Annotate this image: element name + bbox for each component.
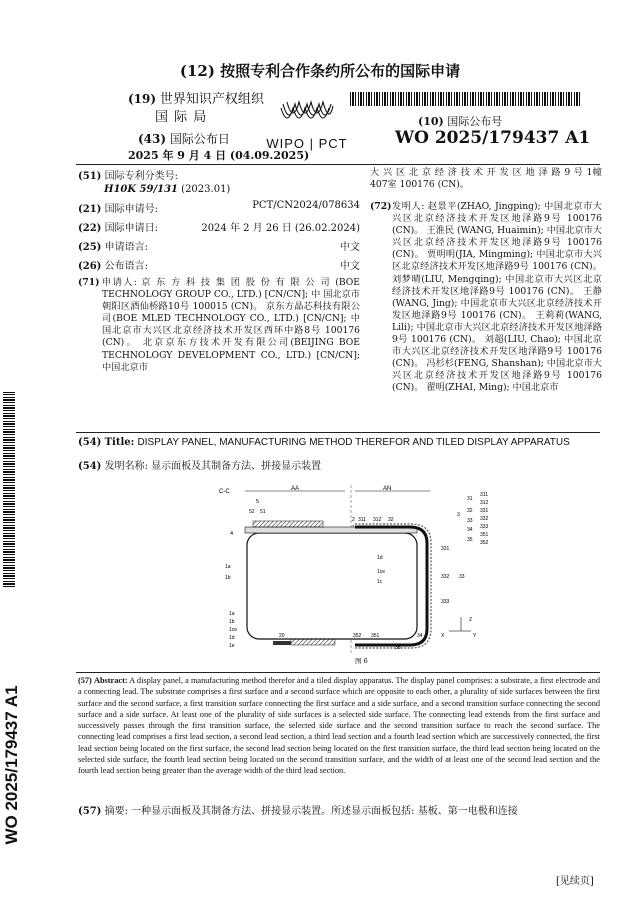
stack-label-4: 333 bbox=[480, 524, 489, 530]
lower-label-2: 1ce bbox=[229, 627, 238, 633]
substrate bbox=[247, 533, 417, 639]
stack-label-1: 312 bbox=[480, 500, 489, 506]
pubdate-label: 国际公布日 bbox=[169, 132, 230, 146]
patent-figure bbox=[205, 483, 515, 665]
lower-label-4: 1e bbox=[229, 643, 235, 649]
title-en-label: Title: bbox=[104, 437, 135, 448]
pubdate-value: 2025 年 9 月 4 日 (04.09.2025) bbox=[128, 149, 310, 162]
appno-row bbox=[78, 200, 360, 215]
title-en: DISPLAY PANEL, MANUFACTURING METHOD THEREFOR AND TILED DISPLAY APPARATUS bbox=[137, 437, 570, 448]
abstract-en-text: A display panel, a manufacturing method therefor and a tiled display apparatus. The display panel comprises: a substrate, a first electrode and a connecting lead. The substrate comprises a first surface and a second surface which are opposite to each other, a plurality of side surfaces between the first surface and the second surface, a first transition surface connecting the first surface and a side surface, and a second transition surface connecting the second surface and a side surface. At least one of the plurality of side surfaces is a selected side surface. The connecting lead extends from the first surface and successively passes through the first transition surface, the selected side surface and the second transition surface to reach the second surface. The connecting lead comprises a first lead section, a second lead section, a third lead section and a fourth lead section which are successively connected, the first lead section being located on the first surface, the second lead section being located on the first transition surface, the third lead section being located on the selected side surface, the fourth lead section being located on the second transition surface, and the width of at least one of the second lead section and the fourth lead section being greater than the average width of the third lead section. bbox=[78, 676, 601, 776]
header-divider bbox=[76, 164, 600, 165]
abstract-en-code: (57) bbox=[78, 676, 92, 685]
pubno-label: 国际公布号 bbox=[447, 115, 503, 128]
group-label-4: 35 bbox=[467, 537, 473, 543]
label-3: 3 bbox=[457, 512, 460, 518]
label-312: 312 bbox=[373, 517, 382, 523]
applicant-continued: 大 兴 区 北 京 经 济 技 术 开 发 区 地 泽 路 9 号 1幢407室 100176 (CN)。 bbox=[370, 167, 602, 191]
label-32: 32 bbox=[388, 517, 394, 523]
label-1b: 1b bbox=[225, 575, 231, 581]
label-52: 52 bbox=[249, 509, 255, 515]
label-20: 20 bbox=[279, 633, 285, 639]
lang-label: 申请语言: bbox=[104, 242, 148, 253]
axis-z: Z bbox=[469, 617, 473, 623]
org-code: (19) bbox=[128, 92, 157, 106]
appno-code: (21) bbox=[78, 204, 102, 215]
stack-label-6: 352 bbox=[480, 540, 489, 546]
filing-code: (22) bbox=[78, 223, 102, 234]
title-cn: 显示面板及其制备方法、拼接显示装置 bbox=[151, 461, 322, 472]
label-51: 51 bbox=[260, 509, 266, 515]
lang-row bbox=[78, 238, 360, 253]
org-name: 世界知识产权组织 bbox=[159, 92, 264, 107]
lower-label-3: 1d bbox=[229, 635, 235, 641]
label-33: 33 bbox=[459, 574, 465, 580]
ipc-block bbox=[78, 167, 360, 195]
group-label-2: 33 bbox=[467, 518, 473, 524]
group-label-0: 31 bbox=[467, 496, 473, 502]
pubno-line bbox=[418, 113, 502, 129]
title-en-code: (54) bbox=[78, 437, 102, 448]
label-352: 352 bbox=[353, 633, 362, 639]
top-electrode bbox=[253, 521, 323, 527]
title-cn-label: 发明名称: bbox=[104, 461, 148, 472]
group-label-1: 32 bbox=[467, 508, 473, 514]
label-332: 332 bbox=[441, 574, 450, 580]
label-cc: C-C bbox=[219, 489, 230, 495]
inventor-code: (72) bbox=[370, 201, 392, 212]
label-311: 311 bbox=[358, 517, 366, 523]
lang-code: (25) bbox=[78, 242, 102, 253]
publang-label: 公布语言: bbox=[104, 261, 148, 272]
axis-indicator-icon bbox=[449, 617, 471, 631]
pubdate-line bbox=[138, 130, 230, 147]
inventor-text: 发明人: 赵景平(ZHAO, Jingping); 中国北京市大兴区北京经济技术开发区地泽路9号 100176 (CN)。 王淮民 (WANG, Huaimin); 中国北京市大兴区北京经济技术开发区地泽路9号 100176 (CN)。 贾明明(JIA, Mingming); 中国北京市大兴区北京经济技术开发区地泽路9号 100176 (CN)。 刘梦晴(LIU, Mengqing); 中国北京市大兴区北京经济技术开发区地泽路9号 100176 (CN)。 王静 (WANG, Jing); 中国北京市大兴区北京经济技术开发区地泽路9号 100176 (CN)。 王莉莉(WANG, Lili); 中国北京市大兴区北京经济技术开发区地泽路9号 100176 (CN)。 刘超(LIU, Chao); 中国北京市大兴区北京经济技术开发区地泽路9号 100176 (CN)。 冯杉杉(FENG, Shanshan); 中国北京市大兴区北京经济技术开发区地泽路9号 100176 (CN)。 翟明(ZHAI, Ming); 中国北京市 bbox=[392, 201, 602, 394]
label-34: 34 bbox=[417, 633, 423, 639]
org-line bbox=[128, 88, 264, 107]
abstract-cn-text: 一种显示面板及其制备方法、拼接显示装置。所述显示面板包括: 基板、第一电极和连接 bbox=[131, 806, 518, 817]
abstract-en-block bbox=[78, 675, 600, 777]
appno-label: 国际申请号: bbox=[104, 204, 158, 215]
publang-row bbox=[78, 257, 360, 272]
label-333: 333 bbox=[441, 599, 450, 605]
filing-label: 国际申请日: bbox=[104, 223, 158, 234]
label-1d: 1d bbox=[377, 555, 383, 561]
org-sub: 国 际 局 bbox=[155, 110, 208, 125]
label-35: 35 bbox=[395, 645, 401, 651]
publang-code: (26) bbox=[78, 261, 102, 272]
stack-label-2: 331 bbox=[480, 508, 489, 514]
publication-barcode bbox=[350, 92, 580, 106]
publang-value: 中文 bbox=[340, 261, 360, 272]
label-1a: 1a bbox=[225, 564, 231, 570]
inventor-block bbox=[370, 201, 602, 395]
figure-caption: 图 6 bbox=[355, 657, 368, 665]
label-5: 5 bbox=[256, 499, 260, 505]
pubno-code: (10) bbox=[418, 115, 444, 128]
label-2: 2 bbox=[352, 517, 355, 523]
biblio-divider bbox=[76, 432, 600, 433]
label-1ce: 1ce bbox=[377, 569, 386, 575]
applicant-text: 申请人: 京 东 方 科 技 集 团 股 份 有 限 公 司 (BOE TECHNOLOGY GROUP CO., LTD.) [CN/CN]; 中 国北京市朝阳区酒仙桥路10号 100015 (CN)。 京东方晶芯科技有限公司(BOE MLED TECHNOLOGY CO., LTD.) [CN/CN]; 中国北京市大兴区北京经济技术开发区西环中路8号 100176 (CN)。 北京京东方技术开发有限公司(BEIJING BOE TECHNOLOGY DEVELOPMENT CO., LTD.) [CN/CN]; 中国北京市 bbox=[102, 277, 360, 373]
label-351: 351 bbox=[371, 633, 380, 639]
side-publication-number: WO 2025/179437 A1 bbox=[2, 685, 21, 845]
label-1c: 1c bbox=[377, 579, 383, 585]
ipc-code: (51) bbox=[78, 171, 102, 182]
abstract-cn-code: (57) bbox=[78, 806, 102, 817]
bottom-electrode bbox=[291, 639, 335, 645]
pubdate-code: (43) bbox=[138, 132, 167, 146]
title-cn-code: (54) bbox=[78, 461, 102, 472]
stack-label-3: 332 bbox=[480, 516, 489, 522]
title-en-line bbox=[78, 437, 602, 448]
pubno-value: WO 2025/179437 A1 bbox=[395, 128, 591, 148]
stack-label-5: 351 bbox=[480, 532, 489, 538]
title-cn-line bbox=[78, 457, 602, 472]
document-title: (12) 按照专利合作条约所公布的国际申请 bbox=[179, 62, 461, 80]
filing-value: 2024 年 2 月 26 日 (26.02.2024) bbox=[201, 223, 360, 234]
axis-x: X bbox=[441, 633, 445, 639]
wipo-logo bbox=[247, 96, 367, 152]
label-4: 4 bbox=[230, 531, 234, 537]
filing-row bbox=[78, 219, 360, 234]
cross-section-diagram bbox=[205, 483, 515, 665]
appno-value: PCT/CN2024/078634 bbox=[252, 200, 360, 211]
abstract-cn-label: 摘要: bbox=[104, 806, 128, 817]
label-331: 331 bbox=[441, 546, 450, 552]
ipc-value: H10K 59/131 bbox=[104, 184, 178, 195]
group-label-3: 34 bbox=[467, 527, 473, 533]
figure-divider bbox=[76, 672, 600, 673]
lang-value: 中文 bbox=[340, 242, 360, 253]
label-aa: AA bbox=[291, 486, 300, 492]
lower-label-1: 1b bbox=[229, 619, 235, 625]
continued-note: [见续页] bbox=[556, 876, 594, 887]
label-an: AN bbox=[383, 486, 392, 492]
bottom-pad bbox=[273, 641, 291, 645]
lower-label-0: 1a bbox=[229, 611, 235, 617]
applicant-block bbox=[78, 277, 360, 374]
stack-label-0: 311 bbox=[480, 492, 488, 498]
abstract-cn-block bbox=[78, 802, 600, 817]
ipc-year: (2023.01) bbox=[181, 184, 231, 195]
applicant-code: (71) bbox=[78, 277, 100, 288]
side-barcode bbox=[3, 392, 15, 587]
logo-text: WIPO | PCT bbox=[266, 136, 348, 151]
ipc-label: 国际专利分类号: bbox=[104, 171, 178, 182]
axis-y: Y bbox=[473, 633, 477, 639]
abstract-en-label: Abstract: bbox=[93, 676, 128, 685]
